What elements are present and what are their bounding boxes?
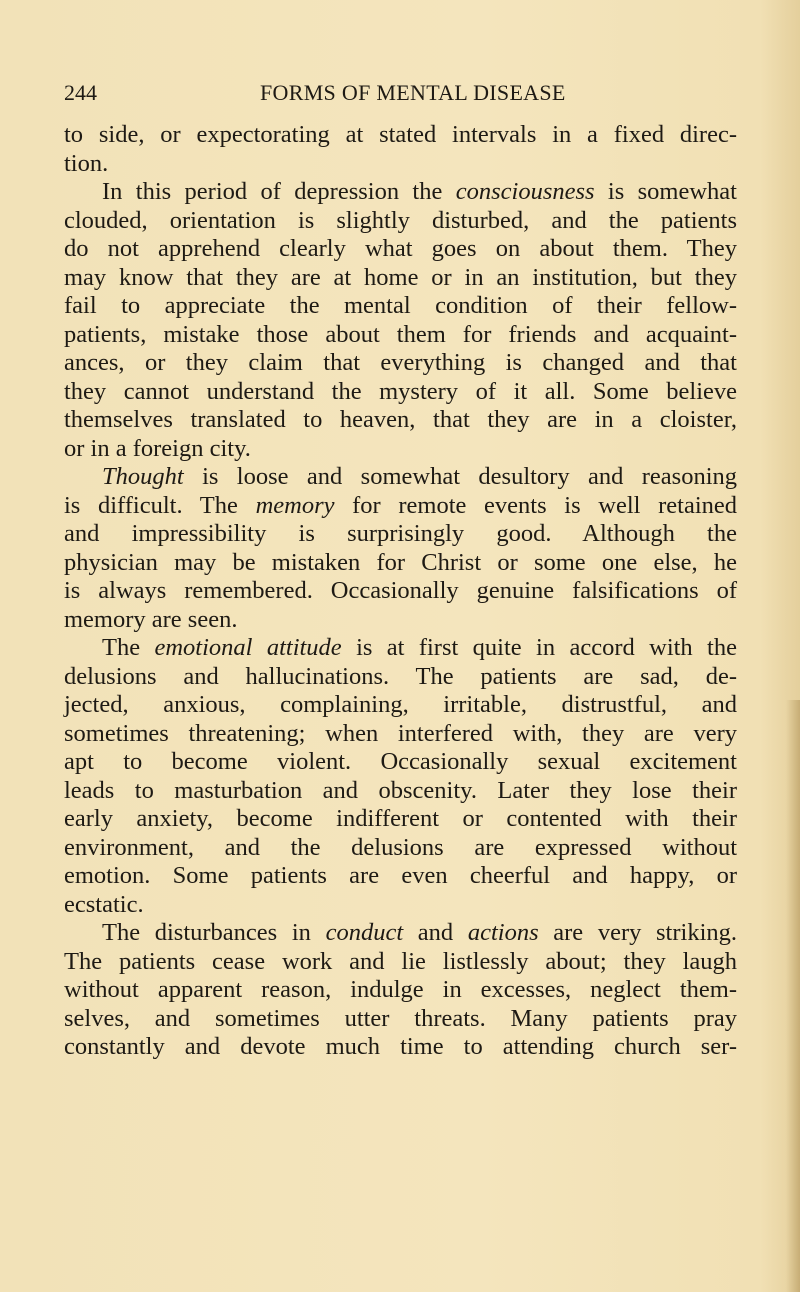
text-line (64, 919, 737, 948)
text-segment: leads to masturbation and obscenity. Later they lose their (64, 776, 737, 804)
text-line (64, 1033, 737, 1062)
text-line (64, 634, 737, 663)
text-line (64, 549, 737, 578)
text-segment: The disturbances in (102, 919, 326, 946)
text-segment: emotion. Some patients are even cheerful and happy, or (64, 862, 737, 889)
text-segment: ecstatic. (64, 890, 144, 918)
text-line (64, 207, 737, 236)
text-line (64, 720, 737, 749)
text-line (64, 834, 737, 863)
text-line (64, 150, 737, 179)
text-segment: they cannot understand the mystery of it all. Some believe (64, 377, 737, 405)
italic-term: consciousness (455, 178, 595, 205)
text-segment: clouded, orientation is slightly disturbed, and the patients (64, 206, 737, 234)
text-segment: ances, or they claim that everything is changed and that (64, 349, 737, 376)
text-line (64, 663, 737, 692)
text-segment: and impressibility is surprisingly good. Although the (64, 520, 737, 547)
text-segment: is loose and somewhat desultory and reasoning (183, 463, 737, 490)
text-line (64, 492, 737, 521)
text-line (64, 178, 737, 207)
text-line (64, 691, 737, 720)
text-line (64, 378, 737, 407)
text-segment: memory are seen. (64, 605, 238, 633)
text-segment: delusions and hallucinations. The patients are sad, de- (64, 662, 737, 690)
text-segment: physician may be mistaken for Christ or some one else, he (64, 548, 737, 576)
text-segment: is difficult. The (64, 491, 256, 519)
text-line (64, 577, 737, 606)
text-segment: may know that they are at home or in an institution, but they (64, 263, 737, 291)
text-segment: selves, and sometimes utter threats. Many patients pray (64, 1004, 737, 1032)
text-segment: patients, mistake those about them for friends and acquaint- (64, 320, 737, 348)
text-line (64, 264, 737, 293)
page-edge-shadow (786, 700, 800, 1292)
text-segment: is at first quite in accord with the (341, 634, 737, 661)
text-line (64, 292, 737, 321)
body-text (64, 121, 737, 1062)
text-segment: for remote events is well retained (334, 491, 737, 519)
text-segment: to side, or expectorating at stated intervals in a fixed direc- (64, 121, 737, 148)
text-segment: jected, anxious, complaining, irritable, distrustful, and (64, 691, 737, 718)
italic-term: emotional attitude (154, 634, 342, 661)
text-segment: are very striking. (538, 919, 737, 946)
text-segment: sometimes threatening; when interfered with, they are very (64, 719, 737, 747)
text-segment: tion. (64, 149, 109, 177)
text-segment: The patients cease work and lie listlessly about; they laugh (64, 947, 737, 975)
text-segment: or in a foreign city. (64, 434, 251, 462)
text-segment: without apparent reason, indulge in excesses, neglect them- (64, 976, 737, 1003)
text-line (64, 321, 737, 350)
text-line (64, 606, 737, 635)
italic-term: actions (467, 919, 539, 946)
italic-term: Thought (102, 463, 184, 490)
text-line (64, 235, 737, 264)
text-line (64, 948, 737, 977)
running-title: FORMS OF MENTAL DISEASE (260, 80, 566, 105)
italic-term: conduct (325, 919, 404, 946)
text-segment: early anxiety, become indifferent or contented with their (64, 805, 737, 832)
page-number: 244 (64, 80, 97, 105)
italic-term: memory (255, 491, 335, 519)
text-segment: is always remembered. Occasionally genuine falsifications of (64, 577, 737, 604)
text-line (64, 805, 737, 834)
text-line (64, 520, 737, 549)
text-segment: is somewhat (594, 178, 737, 205)
text-line (64, 748, 737, 777)
text-line (64, 976, 737, 1005)
text-segment: themselves translated to heaven, that they are in a cloister, (64, 406, 737, 433)
text-line (64, 435, 737, 464)
text-segment: environment, and the delusions are expressed without (64, 833, 737, 861)
text-segment: constantly and devote much time to attending church ser- (64, 1033, 737, 1060)
text-segment: The (102, 634, 155, 661)
text-segment: In this period of depression the (102, 178, 456, 205)
text-line (64, 891, 737, 920)
text-line (64, 1005, 737, 1034)
text-line (64, 463, 737, 492)
text-line (64, 121, 737, 150)
text-line (64, 349, 737, 378)
text-segment: apt to become violent. Occasionally sexual excitement (64, 748, 737, 775)
text-line (64, 406, 737, 435)
text-segment: do not apprehend clearly what goes on about them. They (64, 235, 737, 262)
text-segment: fail to appreciate the mental condition of their fellow- (64, 292, 737, 319)
text-segment: and (403, 919, 468, 946)
text-line (64, 777, 737, 806)
text-line (64, 862, 737, 891)
page-header (64, 80, 736, 110)
